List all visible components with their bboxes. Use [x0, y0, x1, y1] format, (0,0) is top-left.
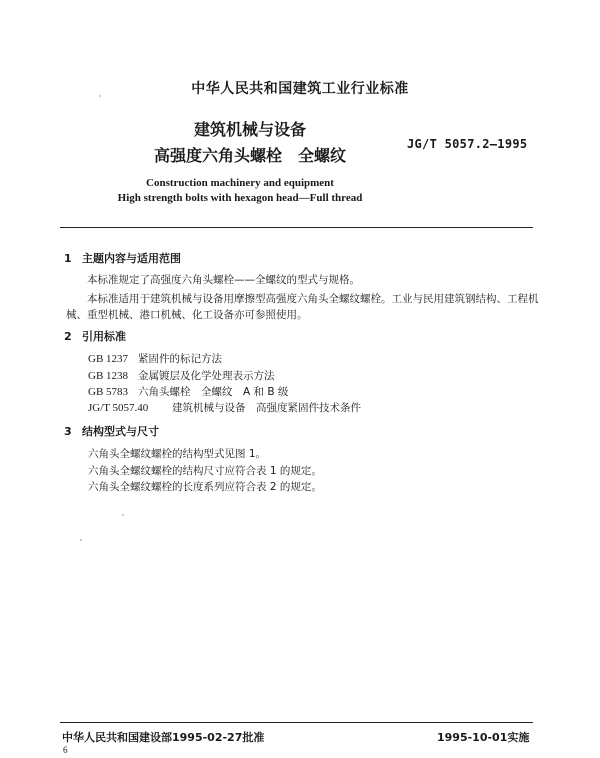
header-divider: [60, 227, 533, 228]
section-3-heading: [64, 423, 159, 439]
section-2-title: 引用标准: [82, 330, 126, 343]
section-1-paragraph-1: 本标准规定了高强度六角头螺栓——全螺纹的型式与规格。: [87, 274, 360, 286]
footer-divider: [60, 722, 533, 723]
section-3-paragraph-1: 六角头全螺纹螺栓的结构型式见图 1。: [88, 448, 267, 460]
section-1-paragraph-2: 本标准适用于建筑机械与设备用摩擦型高强度六角头全螺纹螺栓。工业与民用建筑钢结构、工程机: [87, 293, 539, 305]
page-number: 6: [63, 745, 68, 755]
reference-row: [88, 384, 288, 399]
reference-code: JG/T 5057.40: [88, 402, 149, 414]
reference-row: [88, 400, 361, 415]
section-1-paragraph-3: 械、重型机械、港口机械、化工设备亦可参照使用。: [66, 309, 308, 321]
document-title-line1: 建筑机械与设备: [193, 120, 306, 139]
section-3-number: 3: [64, 425, 72, 438]
reference-row: [88, 368, 275, 383]
section-3-paragraph-2: 六角头全螺纹螺栓的结构尺寸应符合表 1 的规定。: [88, 465, 322, 477]
section-3-title: 结构型式与尺寸: [82, 425, 159, 438]
section-2-number: 2: [64, 330, 72, 343]
approval-statement: 中华人民共和国建设部1995-02-27批准: [62, 731, 265, 744]
section-1-title: 主题内容与适用范围: [82, 252, 181, 265]
section-1-number: 1: [64, 252, 72, 265]
document-title-line2: 高强度六角头螺栓 全螺纹: [153, 146, 346, 165]
scan-speck: [80, 539, 82, 541]
standard-category-header: 中华人民共和国建筑工业行业标准: [191, 81, 409, 97]
english-title-line2: High strength bolts with hexagon head—Full thread: [117, 192, 363, 204]
section-1-heading: [64, 250, 181, 266]
english-title-line1: Construction machinery and equipment: [146, 177, 334, 189]
reference-title: 建筑机械与设备 高强度紧固件技术条件: [172, 402, 361, 414]
reference-code: GB 1237: [88, 353, 129, 365]
reference-title: 六角头螺栓 全螺纹 A 和 B 级: [138, 386, 289, 398]
reference-code: GB 1238: [88, 370, 129, 382]
section-2-heading: [64, 328, 126, 344]
reference-code: GB 5783: [88, 386, 129, 398]
effective-date: 1995-10-01实施: [437, 731, 530, 744]
reference-title: 金属镀层及化学处理表示方法: [138, 370, 275, 382]
section-3-paragraph-3: 六角头全螺纹螺栓的长度系列应符合表 2 的规定。: [88, 481, 322, 493]
scan-speck: [99, 95, 101, 97]
reference-row: [88, 351, 222, 366]
scan-speck: [122, 514, 124, 516]
reference-title: 紧固件的标记方法: [138, 353, 222, 365]
standard-code: JG/T 5057.2—1995: [407, 137, 528, 151]
